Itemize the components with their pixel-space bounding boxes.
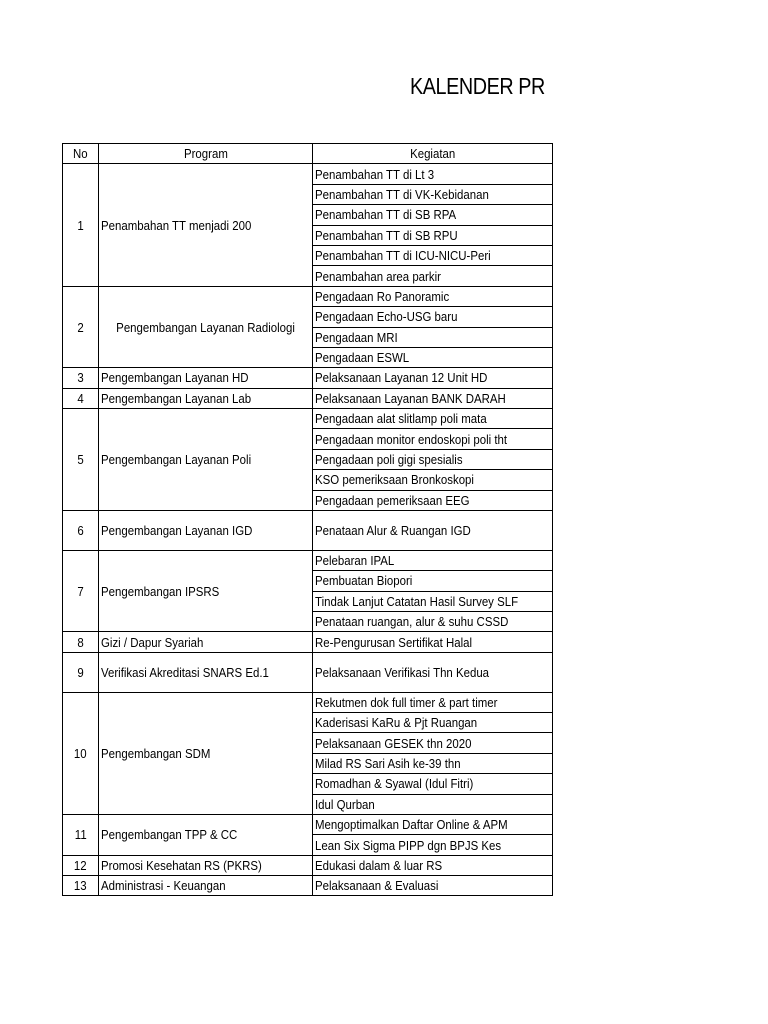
kegiatan-cell: Pengadaan Ro Panoramic bbox=[313, 286, 553, 306]
table-row bbox=[63, 876, 553, 896]
program-cell: Promosi Kesehatan RS (PKRS) bbox=[99, 855, 313, 875]
program-cell: Pengembangan Layanan Poli bbox=[99, 409, 313, 511]
program-cell: Pengembangan Layanan Lab bbox=[99, 388, 313, 408]
header-kegiatan: Kegiatan bbox=[313, 144, 553, 164]
header-program: Program bbox=[99, 144, 313, 164]
table-row bbox=[63, 692, 553, 712]
program-cell: Pengembangan Layanan HD bbox=[99, 368, 313, 388]
kegiatan-cell: Re-Pengurusan Sertifikat Halal bbox=[313, 632, 553, 652]
kegiatan-cell: Pelaksanaan Layanan 12 Unit HD bbox=[313, 368, 553, 388]
kegiatan-cell: Penataan Alur & Ruangan IGD bbox=[313, 511, 553, 551]
table-row bbox=[63, 652, 553, 692]
kegiatan-cell: Kaderisasi KaRu & Pjt Ruangan bbox=[313, 712, 553, 732]
table-row bbox=[63, 164, 553, 184]
kegiatan-cell: Pengadaan pemeriksaan EEG bbox=[313, 490, 553, 510]
program-cell: Pengembangan Layanan Radiologi bbox=[99, 286, 313, 368]
table-row bbox=[63, 550, 553, 570]
table-row bbox=[63, 409, 553, 429]
table-row bbox=[63, 286, 553, 306]
kegiatan-cell: Pengadaan ESWL bbox=[313, 347, 553, 367]
row-number: 1 bbox=[63, 164, 99, 286]
kegiatan-cell: Tindak Lanjut Catatan Hasil Survey SLF bbox=[313, 591, 553, 611]
header-no: No bbox=[63, 144, 99, 164]
table-row bbox=[63, 388, 553, 408]
program-calendar-table bbox=[62, 143, 553, 896]
program-cell: Penambahan TT menjadi 200 bbox=[99, 164, 313, 286]
kegiatan-cell: Penambahan TT di Lt 3 bbox=[313, 164, 553, 184]
kegiatan-cell: Pelebaran IPAL bbox=[313, 550, 553, 570]
kegiatan-cell: Penambahan TT di SB RPU bbox=[313, 225, 553, 245]
kegiatan-cell: Mengoptimalkan Daftar Online & APM bbox=[313, 814, 553, 834]
table-row bbox=[63, 814, 553, 834]
kegiatan-cell: Pengadaan poli gigi spesialis bbox=[313, 449, 553, 469]
program-cell: Pengembangan TPP & CC bbox=[99, 814, 313, 855]
kegiatan-cell: Penambahan TT di ICU-NICU-Peri bbox=[313, 245, 553, 265]
kegiatan-cell: Pengadaan Echo-USG baru bbox=[313, 307, 553, 327]
program-cell: Pengembangan Layanan IGD bbox=[99, 511, 313, 551]
row-number: 7 bbox=[63, 550, 99, 632]
table-row bbox=[63, 855, 553, 875]
kegiatan-cell: Pengadaan alat slitlamp poli mata bbox=[313, 409, 553, 429]
kegiatan-cell: Rekutmen dok full timer & part timer bbox=[313, 692, 553, 712]
kegiatan-cell: Pelaksanaan Verifikasi Thn Kedua bbox=[313, 652, 553, 692]
program-cell: Pengembangan IPSRS bbox=[99, 550, 313, 632]
kegiatan-cell: Pelaksanaan GESEK thn 2020 bbox=[313, 733, 553, 753]
program-cell: Gizi / Dapur Syariah bbox=[99, 632, 313, 652]
kegiatan-cell: Pelaksanaan & Evaluasi bbox=[313, 876, 553, 896]
kegiatan-cell: Edukasi dalam & luar RS bbox=[313, 855, 553, 875]
table-row bbox=[63, 632, 553, 652]
kegiatan-cell: Pembuatan Biopori bbox=[313, 571, 553, 591]
row-number: 13 bbox=[63, 876, 99, 896]
kegiatan-cell: Idul Qurban bbox=[313, 794, 553, 814]
kegiatan-cell: Penataan ruangan, alur & suhu CSSD bbox=[313, 612, 553, 632]
kegiatan-cell: Penambahan area parkir bbox=[313, 266, 553, 286]
kegiatan-cell: Penambahan TT di SB RPA bbox=[313, 205, 553, 225]
row-number: 5 bbox=[63, 409, 99, 511]
program-cell: Administrasi - Keuangan bbox=[99, 876, 313, 896]
row-number: 9 bbox=[63, 652, 99, 692]
row-number: 3 bbox=[63, 368, 99, 388]
row-number: 10 bbox=[63, 692, 99, 814]
row-number: 2 bbox=[63, 286, 99, 368]
kegiatan-cell: Lean Six Sigma PIPP dgn BPJS Kes bbox=[313, 835, 553, 855]
kegiatan-cell: KSO pemeriksaan Bronkoskopi bbox=[313, 470, 553, 490]
page-title: KALENDER PR bbox=[410, 73, 545, 99]
kegiatan-cell: Pengadaan monitor endoskopi poli tht bbox=[313, 429, 553, 449]
row-number: 11 bbox=[63, 814, 99, 855]
table-row bbox=[63, 368, 553, 388]
table-row bbox=[63, 511, 553, 551]
program-cell: Verifikasi Akreditasi SNARS Ed.1 bbox=[99, 652, 313, 692]
kegiatan-cell: Penambahan TT di VK-Kebidanan bbox=[313, 184, 553, 204]
kegiatan-cell: Pengadaan MRI bbox=[313, 327, 553, 347]
row-number: 8 bbox=[63, 632, 99, 652]
program-cell: Pengembangan SDM bbox=[99, 692, 313, 814]
table-body bbox=[63, 164, 553, 896]
header-row bbox=[63, 144, 553, 164]
kegiatan-cell: Milad RS Sari Asih ke-39 thn bbox=[313, 753, 553, 773]
row-number: 12 bbox=[63, 855, 99, 875]
row-number: 6 bbox=[63, 511, 99, 551]
row-number: 4 bbox=[63, 388, 99, 408]
kegiatan-cell: Pelaksanaan Layanan BANK DARAH bbox=[313, 388, 553, 408]
kegiatan-cell: Romadhan & Syawal (Idul Fitri) bbox=[313, 774, 553, 794]
